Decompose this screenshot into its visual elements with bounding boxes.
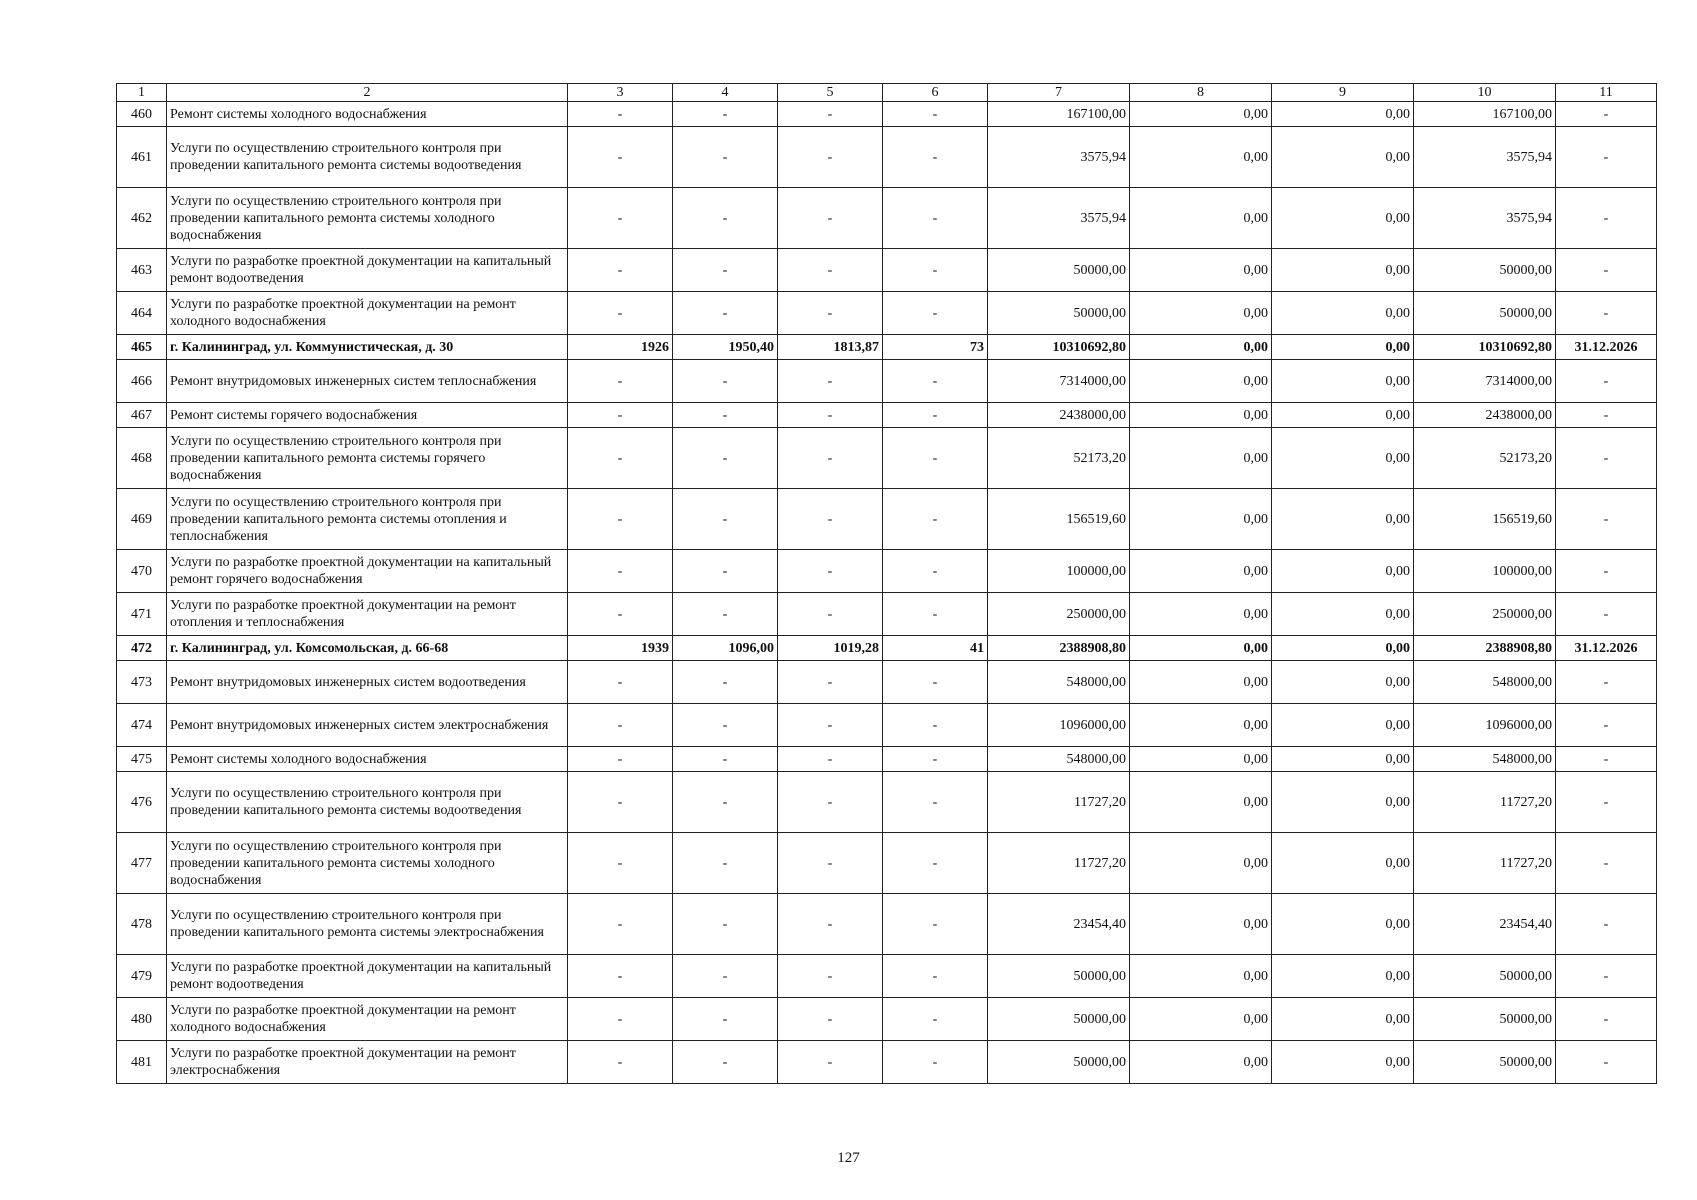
- column-header: 9: [1272, 84, 1414, 102]
- cost-col-8: 0,00: [1130, 747, 1272, 772]
- row-number: 464: [117, 292, 167, 335]
- cost-col-10: 2438000,00: [1414, 403, 1556, 428]
- column-header: 7: [988, 84, 1130, 102]
- cost-col-9: 0,00: [1272, 998, 1414, 1041]
- column-header: 4: [673, 84, 778, 102]
- cost-col-9: 0,00: [1272, 360, 1414, 403]
- living-area: -: [778, 102, 883, 127]
- cost-col-9: 0,00: [1272, 636, 1414, 661]
- table-row: [117, 428, 1657, 489]
- total-cost: 50000,00: [988, 249, 1130, 292]
- table-row: [117, 998, 1657, 1041]
- cost-col-8: 0,00: [1130, 772, 1272, 833]
- total-area: -: [673, 833, 778, 894]
- total-cost: 10310692,80: [988, 335, 1130, 360]
- total-cost: 1096000,00: [988, 704, 1130, 747]
- total-cost: 167100,00: [988, 102, 1130, 127]
- living-area: -: [778, 833, 883, 894]
- cost-col-10: 50000,00: [1414, 998, 1556, 1041]
- work-description: Услуги по разработке проектной документации на ремонт отопления и теплоснабжения: [167, 593, 568, 636]
- cost-col-8: 0,00: [1130, 249, 1272, 292]
- row-number: 463: [117, 249, 167, 292]
- build-year: -: [568, 188, 673, 249]
- work-description: г. Калининград, ул. Коммунистическая, д. 30: [167, 335, 568, 360]
- build-year: -: [568, 428, 673, 489]
- row-number: 460: [117, 102, 167, 127]
- total-cost: 548000,00: [988, 747, 1130, 772]
- total-area: -: [673, 661, 778, 704]
- living-area: -: [778, 704, 883, 747]
- table-row: [117, 593, 1657, 636]
- cost-col-9: 0,00: [1272, 894, 1414, 955]
- living-area: -: [778, 955, 883, 998]
- completion-date: -: [1556, 833, 1657, 894]
- completion-date: -: [1556, 188, 1657, 249]
- cost-col-8: 0,00: [1130, 292, 1272, 335]
- living-area: -: [778, 489, 883, 550]
- completion-date: -: [1556, 249, 1657, 292]
- build-year: -: [568, 894, 673, 955]
- row-number: 473: [117, 661, 167, 704]
- build-year: -: [568, 403, 673, 428]
- cost-col-10: 50000,00: [1414, 955, 1556, 998]
- address-row: [117, 636, 1657, 661]
- cost-col-8: 0,00: [1130, 428, 1272, 489]
- column-header: 6: [883, 84, 988, 102]
- build-year: -: [568, 833, 673, 894]
- living-area: -: [778, 550, 883, 593]
- living-area: -: [778, 127, 883, 188]
- work-description: Ремонт системы холодного водоснабжения: [167, 747, 568, 772]
- cost-col-9: 0,00: [1272, 249, 1414, 292]
- completion-date: -: [1556, 998, 1657, 1041]
- column-header: 1: [117, 84, 167, 102]
- total-cost: 50000,00: [988, 955, 1130, 998]
- total-cost: 3575,94: [988, 127, 1130, 188]
- cost-col-10: 50000,00: [1414, 249, 1556, 292]
- cost-col-9: 0,00: [1272, 661, 1414, 704]
- cost-col-10: 23454,40: [1414, 894, 1556, 955]
- completion-date: -: [1556, 704, 1657, 747]
- residents: -: [883, 102, 988, 127]
- table-row: [117, 489, 1657, 550]
- table-row: [117, 550, 1657, 593]
- total-area: -: [673, 249, 778, 292]
- cost-col-8: 0,00: [1130, 636, 1272, 661]
- cost-col-9: 0,00: [1272, 772, 1414, 833]
- work-description: Услуги по осуществлению строительного контроля при проведении капитального ремонта системы холодного водоснабжения: [167, 188, 568, 249]
- table-row: [117, 127, 1657, 188]
- column-number-header-row: [117, 84, 1657, 102]
- build-year: 1939: [568, 636, 673, 661]
- row-number: 472: [117, 636, 167, 661]
- build-year: -: [568, 998, 673, 1041]
- total-cost: 3575,94: [988, 188, 1130, 249]
- row-number: 471: [117, 593, 167, 636]
- cost-col-8: 0,00: [1130, 127, 1272, 188]
- residents: -: [883, 403, 988, 428]
- column-header: 2: [167, 84, 568, 102]
- total-cost: 11727,20: [988, 833, 1130, 894]
- table-row: [117, 360, 1657, 403]
- row-number: 480: [117, 998, 167, 1041]
- cost-col-9: 0,00: [1272, 489, 1414, 550]
- cost-col-8: 0,00: [1130, 955, 1272, 998]
- row-number: 476: [117, 772, 167, 833]
- total-area: -: [673, 127, 778, 188]
- cost-col-9: 0,00: [1272, 102, 1414, 127]
- cost-col-8: 0,00: [1130, 833, 1272, 894]
- build-year: -: [568, 489, 673, 550]
- column-header: 10: [1414, 84, 1556, 102]
- total-cost: 50000,00: [988, 998, 1130, 1041]
- living-area: 1813,87: [778, 335, 883, 360]
- living-area: -: [778, 1041, 883, 1084]
- table-row: [117, 102, 1657, 127]
- total-area: -: [673, 292, 778, 335]
- work-description: Услуги по разработке проектной документации на капитальный ремонт водоотведения: [167, 955, 568, 998]
- work-description: Услуги по разработке проектной документации на ремонт электроснабжения: [167, 1041, 568, 1084]
- cost-col-9: 0,00: [1272, 335, 1414, 360]
- total-cost: 7314000,00: [988, 360, 1130, 403]
- column-header: 8: [1130, 84, 1272, 102]
- build-year: -: [568, 550, 673, 593]
- build-year: 1926: [568, 335, 673, 360]
- cost-col-9: 0,00: [1272, 833, 1414, 894]
- cost-col-10: 3575,94: [1414, 188, 1556, 249]
- table-row: [117, 188, 1657, 249]
- cost-col-10: 3575,94: [1414, 127, 1556, 188]
- table-row: [117, 955, 1657, 998]
- cost-col-10: 10310692,80: [1414, 335, 1556, 360]
- residents: -: [883, 833, 988, 894]
- work-description: Услуги по разработке проектной документации на капитальный ремонт горячего водоснабжения: [167, 550, 568, 593]
- residents: -: [883, 428, 988, 489]
- total-area: -: [673, 1041, 778, 1084]
- column-header: 11: [1556, 84, 1657, 102]
- total-cost: 52173,20: [988, 428, 1130, 489]
- cost-col-8: 0,00: [1130, 102, 1272, 127]
- cost-col-10: 100000,00: [1414, 550, 1556, 593]
- completion-date: -: [1556, 428, 1657, 489]
- residents: 73: [883, 335, 988, 360]
- table-row: [117, 249, 1657, 292]
- total-area: -: [673, 188, 778, 249]
- total-cost: 23454,40: [988, 894, 1130, 955]
- table-row: [117, 704, 1657, 747]
- cost-col-8: 0,00: [1130, 894, 1272, 955]
- work-description: Услуги по осуществлению строительного контроля при проведении капитального ремонта системы холодного водоснабжения: [167, 833, 568, 894]
- row-number: 466: [117, 360, 167, 403]
- work-description: Ремонт системы холодного водоснабжения: [167, 102, 568, 127]
- total-cost: 11727,20: [988, 772, 1130, 833]
- build-year: -: [568, 249, 673, 292]
- total-area: -: [673, 955, 778, 998]
- table-row: [117, 833, 1657, 894]
- table-row: [117, 292, 1657, 335]
- build-year: -: [568, 127, 673, 188]
- cost-col-9: 0,00: [1272, 292, 1414, 335]
- residents: -: [883, 127, 988, 188]
- row-number: 469: [117, 489, 167, 550]
- table-body: [117, 84, 1657, 1084]
- cost-col-10: 52173,20: [1414, 428, 1556, 489]
- completion-date: 31.12.2026: [1556, 335, 1657, 360]
- total-area: -: [673, 772, 778, 833]
- row-number: 479: [117, 955, 167, 998]
- build-year: -: [568, 747, 673, 772]
- work-description: Ремонт системы горячего водоснабжения: [167, 403, 568, 428]
- living-area: -: [778, 593, 883, 636]
- cost-col-9: 0,00: [1272, 955, 1414, 998]
- residents: -: [883, 489, 988, 550]
- cost-col-8: 0,00: [1130, 593, 1272, 636]
- cost-col-10: 50000,00: [1414, 292, 1556, 335]
- cost-col-9: 0,00: [1272, 550, 1414, 593]
- total-area: -: [673, 428, 778, 489]
- residents: 41: [883, 636, 988, 661]
- table-row: [117, 747, 1657, 772]
- total-cost: 548000,00: [988, 661, 1130, 704]
- completion-date: -: [1556, 360, 1657, 403]
- residents: -: [883, 661, 988, 704]
- living-area: -: [778, 998, 883, 1041]
- work-description: Услуги по осуществлению строительного контроля при проведении капитального ремонта системы горячего водоснабжения: [167, 428, 568, 489]
- cost-col-10: 7314000,00: [1414, 360, 1556, 403]
- cost-col-9: 0,00: [1272, 403, 1414, 428]
- completion-date: -: [1556, 550, 1657, 593]
- row-number: 468: [117, 428, 167, 489]
- completion-date: -: [1556, 661, 1657, 704]
- table-row: [117, 661, 1657, 704]
- table-row: [117, 894, 1657, 955]
- cost-col-10: 1096000,00: [1414, 704, 1556, 747]
- living-area: 1019,28: [778, 636, 883, 661]
- total-cost: 100000,00: [988, 550, 1130, 593]
- row-number: 470: [117, 550, 167, 593]
- total-area: -: [673, 704, 778, 747]
- row-number: 478: [117, 894, 167, 955]
- residents: -: [883, 550, 988, 593]
- build-year: -: [568, 1041, 673, 1084]
- cost-col-8: 0,00: [1130, 998, 1272, 1041]
- total-area: -: [673, 550, 778, 593]
- row-number: 462: [117, 188, 167, 249]
- living-area: -: [778, 188, 883, 249]
- residents: -: [883, 704, 988, 747]
- completion-date: -: [1556, 127, 1657, 188]
- column-header: 5: [778, 84, 883, 102]
- residents: -: [883, 360, 988, 403]
- cost-col-8: 0,00: [1130, 188, 1272, 249]
- completion-date: 31.12.2026: [1556, 636, 1657, 661]
- cost-col-10: 50000,00: [1414, 1041, 1556, 1084]
- total-area: -: [673, 593, 778, 636]
- build-year: -: [568, 593, 673, 636]
- build-year: -: [568, 102, 673, 127]
- build-year: -: [568, 955, 673, 998]
- cost-col-10: 250000,00: [1414, 593, 1556, 636]
- completion-date: -: [1556, 102, 1657, 127]
- work-description: Услуги по разработке проектной документации на капитальный ремонт водоотведения: [167, 249, 568, 292]
- work-description: Ремонт внутридомовых инженерных систем теплоснабжения: [167, 360, 568, 403]
- row-number: 475: [117, 747, 167, 772]
- cost-col-8: 0,00: [1130, 661, 1272, 704]
- residents: -: [883, 1041, 988, 1084]
- living-area: -: [778, 292, 883, 335]
- cost-col-8: 0,00: [1130, 360, 1272, 403]
- cost-col-10: 11727,20: [1414, 772, 1556, 833]
- living-area: -: [778, 661, 883, 704]
- cost-col-10: 156519,60: [1414, 489, 1556, 550]
- living-area: -: [778, 403, 883, 428]
- cost-col-8: 0,00: [1130, 1041, 1272, 1084]
- cost-col-9: 0,00: [1272, 593, 1414, 636]
- total-area: 1096,00: [673, 636, 778, 661]
- completion-date: -: [1556, 747, 1657, 772]
- living-area: -: [778, 249, 883, 292]
- completion-date: -: [1556, 1041, 1657, 1084]
- total-area: -: [673, 894, 778, 955]
- work-description: Услуги по осуществлению строительного контроля при проведении капитального ремонта системы водоотведения: [167, 127, 568, 188]
- cost-col-10: 548000,00: [1414, 661, 1556, 704]
- total-cost: 250000,00: [988, 593, 1130, 636]
- completion-date: -: [1556, 489, 1657, 550]
- living-area: -: [778, 428, 883, 489]
- row-number: 461: [117, 127, 167, 188]
- living-area: -: [778, 894, 883, 955]
- cost-col-8: 0,00: [1130, 335, 1272, 360]
- cost-col-8: 0,00: [1130, 704, 1272, 747]
- cost-col-9: 0,00: [1272, 428, 1414, 489]
- work-description: г. Калининград, ул. Комсомольская, д. 66-68: [167, 636, 568, 661]
- build-year: -: [568, 704, 673, 747]
- cost-col-10: 548000,00: [1414, 747, 1556, 772]
- completion-date: -: [1556, 894, 1657, 955]
- residents: -: [883, 955, 988, 998]
- residents: -: [883, 772, 988, 833]
- table-row: [117, 772, 1657, 833]
- completion-date: -: [1556, 593, 1657, 636]
- page-number: 127: [837, 1150, 860, 1166]
- total-cost: 50000,00: [988, 1041, 1130, 1084]
- row-number: 467: [117, 403, 167, 428]
- residents: -: [883, 747, 988, 772]
- cost-col-8: 0,00: [1130, 403, 1272, 428]
- residents: -: [883, 894, 988, 955]
- address-row: [117, 335, 1657, 360]
- residents: -: [883, 998, 988, 1041]
- repair-schedule-table: [116, 83, 1657, 1084]
- work-description: Ремонт внутридомовых инженерных систем водоотведения: [167, 661, 568, 704]
- cost-col-10: 167100,00: [1414, 102, 1556, 127]
- residents: -: [883, 593, 988, 636]
- completion-date: -: [1556, 772, 1657, 833]
- cost-col-9: 0,00: [1272, 747, 1414, 772]
- table-row: [117, 1041, 1657, 1084]
- build-year: -: [568, 772, 673, 833]
- cost-col-10: 11727,20: [1414, 833, 1556, 894]
- cost-col-10: 2388908,80: [1414, 636, 1556, 661]
- total-area: -: [673, 489, 778, 550]
- total-area: -: [673, 747, 778, 772]
- row-number: 481: [117, 1041, 167, 1084]
- total-area: -: [673, 360, 778, 403]
- work-description: Услуги по разработке проектной документации на ремонт холодного водоснабжения: [167, 292, 568, 335]
- cost-col-8: 0,00: [1130, 489, 1272, 550]
- total-cost: 50000,00: [988, 292, 1130, 335]
- total-area: -: [673, 403, 778, 428]
- total-area: -: [673, 102, 778, 127]
- living-area: -: [778, 772, 883, 833]
- work-description: Услуги по осуществлению строительного контроля при проведении капитального ремонта системы электроснабжения: [167, 894, 568, 955]
- cost-col-9: 0,00: [1272, 188, 1414, 249]
- cost-col-9: 0,00: [1272, 1041, 1414, 1084]
- total-area: 1950,40: [673, 335, 778, 360]
- work-description: Услуги по осуществлению строительного контроля при проведении капитального ремонта системы отопления и теплоснабжения: [167, 489, 568, 550]
- residents: -: [883, 249, 988, 292]
- table-row: [117, 403, 1657, 428]
- build-year: -: [568, 292, 673, 335]
- row-number: 477: [117, 833, 167, 894]
- build-year: -: [568, 360, 673, 403]
- cost-col-9: 0,00: [1272, 704, 1414, 747]
- total-cost: 2438000,00: [988, 403, 1130, 428]
- work-description: Услуги по разработке проектной документации на ремонт холодного водоснабжения: [167, 998, 568, 1041]
- cost-col-8: 0,00: [1130, 550, 1272, 593]
- total-cost: 156519,60: [988, 489, 1130, 550]
- living-area: -: [778, 360, 883, 403]
- residents: -: [883, 292, 988, 335]
- total-area: -: [673, 998, 778, 1041]
- work-description: Ремонт внутридомовых инженерных систем электроснабжения: [167, 704, 568, 747]
- residents: -: [883, 188, 988, 249]
- build-year: -: [568, 661, 673, 704]
- cost-col-9: 0,00: [1272, 127, 1414, 188]
- completion-date: -: [1556, 955, 1657, 998]
- total-cost: 2388908,80: [988, 636, 1130, 661]
- work-description: Услуги по осуществлению строительного контроля при проведении капитального ремонта системы водоотведения: [167, 772, 568, 833]
- column-header: 3: [568, 84, 673, 102]
- completion-date: -: [1556, 403, 1657, 428]
- completion-date: -: [1556, 292, 1657, 335]
- row-number: 474: [117, 704, 167, 747]
- row-number: 465: [117, 335, 167, 360]
- living-area: -: [778, 747, 883, 772]
